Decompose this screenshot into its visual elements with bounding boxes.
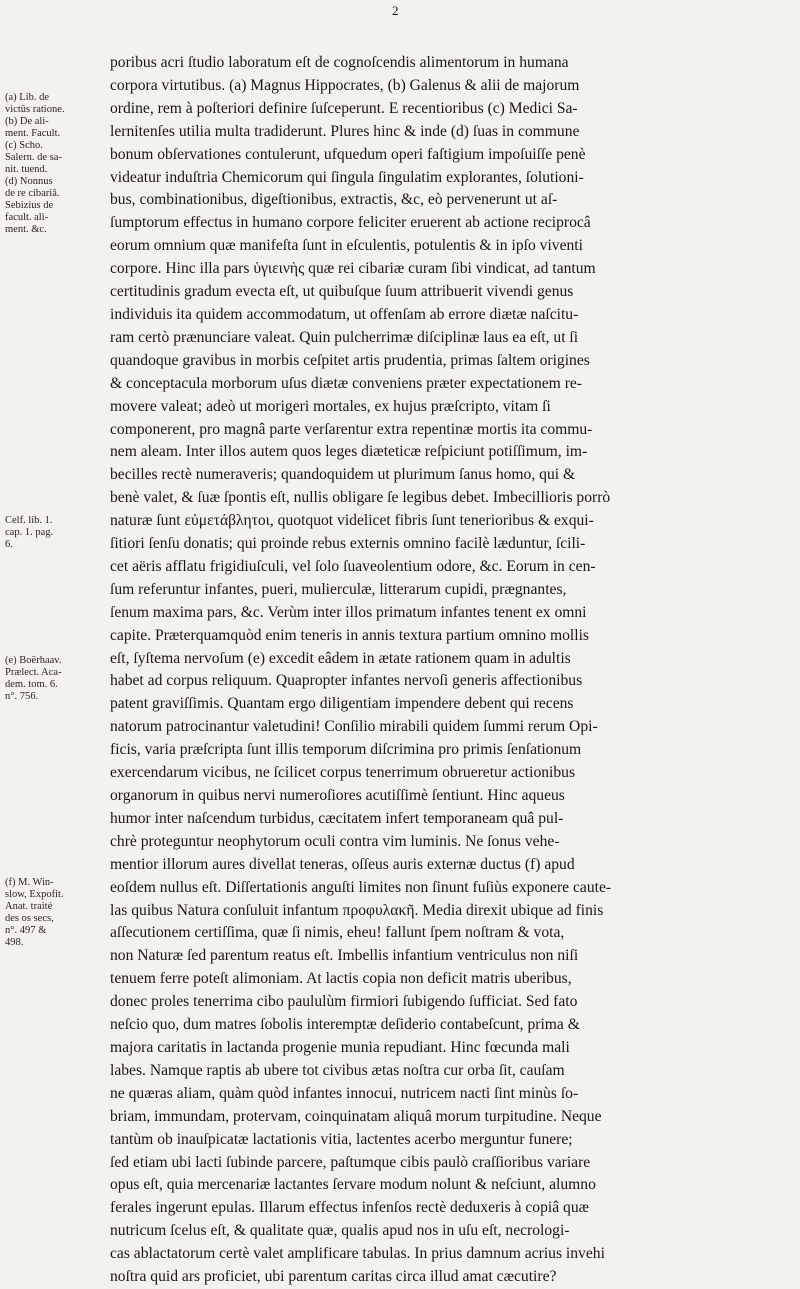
margin-note-line: (f) M. Win-: [5, 877, 54, 888]
text-line: tantùm ob inauſpicatæ lactationis vitia, lactentes acerbo merguntur funere;: [110, 1130, 573, 1148]
margin-note-line: de re cibariâ.: [5, 188, 60, 199]
margin-note-line: des os secs,: [5, 913, 54, 924]
text-line: eſt, ſyſtema nervoſum (e) excedit eâdem in ætate rationem quam in adultis: [110, 649, 571, 667]
margin-note-line: nit. tuend.: [5, 164, 48, 175]
margin-note-line: n°. 756.: [5, 691, 39, 702]
text-line: movere valeat; adeò ut morigeri mortales, ex hujus præſcripto, vitam ſi: [110, 397, 551, 415]
margin-note-line: Anat. traité: [5, 901, 53, 912]
text-line: ſed etiam ubi lacti ſubinde parcere, paſtumque cibis paulò craſſioribus variare: [110, 1153, 591, 1171]
text-line: ſumptorum effectus in humano corpore feliciter eruerent ab actione reciprocâ: [110, 214, 591, 232]
text-line: poribus acri ſtudio laboratum eſt de cognoſcendis alimentorum in humana: [110, 54, 569, 71]
text-line: corpore. Hinc illa pars ὑγιεινὴς quæ rei cibariæ curam ſibi vindicat, ad tantum: [110, 260, 596, 278]
text-line: donec proles tenerrima cibo paululùm firmiori ſubigendo ſufficiat. Sed fato: [110, 993, 578, 1011]
text-line: chrè proteguntur neophytorum oculi contra vim luminis. Ne ſonus vehe-: [110, 832, 560, 850]
text-line: naturæ ſunt εὐμετάβλητοι, quotquot videlicet fibris ſunt tenerioribus & exqui-: [110, 512, 594, 530]
text-line: exercendarum vicibus, ne ſcilicet corpus tenerrimum obrueretur actionibus: [110, 764, 576, 782]
text-line: las quibus Natura conſuluit infantum πρoφυλακῆ. Media direxit ubique ad finis: [110, 901, 604, 919]
margin-note-line: ment. Facult.: [5, 128, 61, 139]
text-line: corpora virtutibus. (a) Magnus Hippocrates, (b) Galenus & alii de majorum: [110, 76, 580, 94]
page-signature-mark: 2: [392, 3, 399, 18]
text-line: individuis ita quidem accommodatum, ut offenſam ab errore diætæ naſcitu-: [110, 305, 579, 323]
text-line: labes. Namque raptis ab ubere tot civibus ætas noſtra cur orba ſit, cauſam: [110, 1061, 565, 1079]
margin-note-boerhaave: [5, 655, 95, 703]
text-line: ſenum maxima pars, &c. Verùm inter illos primatum infantes tenent ex omni: [110, 603, 587, 621]
margin-note-celsus: [5, 515, 95, 551]
text-line: ſitiori ſenſu donatis; qui proinde rebus externis omnino facilè læduntur, ſcili-: [110, 535, 586, 553]
margin-note-line: (b) De ali-: [5, 116, 49, 127]
text-line: nutricum ſcelus eſt, & qualitate quæ, qualis apud nos in uſu eſt, necrologi-: [110, 1222, 570, 1240]
text-line: aſſecutionem certiſſima, quæ ſi nimis, eheu! fallunt ſpem noſtram & vota,: [110, 924, 565, 942]
margin-note-line: Salern. de sa-: [5, 152, 62, 163]
margin-note-line: (a) Lib. de: [5, 92, 50, 103]
margin-note-line: 6.: [5, 539, 13, 550]
margin-note-line: (d) Nonnus: [5, 176, 53, 187]
text-line: ram certò prænunciare valeat. Quin pulcherrimæ diſciplinæ laus ea eſt, ut ſi: [110, 328, 579, 346]
text-line: ne quæras aliam, quàm quòd infantes innocui, nutricem nacti ſint minùs ſo-: [110, 1084, 579, 1102]
text-line: certitudinis gradum evecta eſt, ut quibuſque ſuum attribuerit vivendi genus: [110, 283, 574, 301]
text-line: opus eſt, quia mercenariæ lactantes ſervare modum nolunt & neſciunt, alumno: [110, 1176, 596, 1194]
text-line: ordine, rem à poſteriori definire ſuſceperunt. E recentioribus (c) Medici Sa-: [110, 99, 578, 117]
text-line: eoſdem nullus eſt. Diſſertationis anguſti limites non ſinunt fuſiùs exponere caute-: [110, 878, 612, 896]
margin-note-line: dem. tom. 6.: [5, 679, 58, 690]
margin-note-line: victûs ratione.: [5, 104, 65, 115]
margin-note-a: [5, 92, 95, 236]
text-line: componerent, pro magnâ parte verſarentur extra repentinæ mortis ita commu-: [110, 420, 593, 438]
body-text: [110, 52, 790, 1289]
text-line: videatur induſtria Chemicorum qui ſingula ſingulatim explorantes, ſolutioni-: [110, 168, 584, 186]
text-line: benè valet, & ſuæ ſpontis eſt, nullis obligare ſe legibus debet. Imbecillioris porrò: [110, 489, 611, 507]
text-line: organorum in quibus nervi numeroſiores acutiſſimè ſentiunt. Hinc aqueus: [110, 787, 565, 804]
margin-note-winslow: [5, 877, 95, 949]
margin-note-line: 498.: [5, 937, 24, 948]
margin-note-line: ment. &c.: [5, 224, 47, 235]
text-line: patent graviſſimis. Quantam ergo diligentiam impendere debent qui recens: [110, 695, 574, 713]
text-line: bonum obſervationes contulerunt, ufquedum operi faſtigium impoſuiſſe penè: [110, 145, 586, 163]
margin-note-line: n°. 497 &: [5, 925, 47, 936]
text-line: bus, combinationibus, digeſtionibus, extractis, &c, eò pervenerunt ut aſ-: [110, 191, 558, 209]
text-line: tenuem ferre poteſt alimoniam. At lactis copia non deficit matris uberibus,: [110, 970, 572, 988]
margin-note-line: Celf. lib. 1.: [5, 515, 53, 526]
text-line: ficis, varia præſcripta ſunt illis temporum diſcrimina pro primis ſenſationum: [110, 741, 582, 759]
margin-note-line: Sebizius de: [5, 200, 54, 211]
margin-note-line: Prælect. Aca-: [5, 667, 62, 678]
text-line: natorum patrocinantur valetudini! Conſilio mirabili quidem ſummi rerum Opi-: [110, 718, 598, 736]
text-line: mentior illorum aures divellat teneras, oſſeus auris externæ ductus (f) apud: [110, 855, 575, 873]
text-line: ſum referuntur infantes, pueri, mulierculæ, litterarum cupidi, prægnantes,: [110, 580, 567, 598]
margin-note-line: (c) Scho.: [5, 140, 43, 151]
text-line: becilles rectè numeraveris; quandoquidem ut plurimum ſanus homo, qui &: [110, 466, 576, 484]
text-line: majora caritatis in lactanda progenie munia repudiant. Hinc fœcunda mali: [110, 1038, 570, 1056]
text-line: habet ad corpus reliquum. Quapropter infantes nervoſi generis affectionibus: [110, 672, 583, 690]
text-line: neſcio quo, dum matres ſobolis interemptæ deſiderio contabeſcunt, prima &: [110, 1016, 580, 1034]
text-line: non Naturæ ſed parentum reatus eſt. Imbellis infantium ventriculus non niſi: [110, 947, 579, 965]
margin-note-line: slow, Expofit.: [5, 889, 64, 900]
text-line: ferales ingerunt epulas. Illarum effectus infenſos rectè deduxeris à copiâ quæ: [110, 1199, 590, 1217]
text-line: nem aleam. Inter illos autem quos leges diæteticæ reſpiciunt potiſſimum, im-: [110, 443, 588, 461]
margin-note-line: (e) Boërhaav.: [5, 655, 62, 666]
margin-note-line: cap. 1. pag.: [5, 527, 54, 538]
text-line: cet aëris afflatu frigidiuſculi, vel ſolo ſuaveolentium odore, &c. Eorum in cen-: [110, 557, 596, 575]
text-line: humor inter naſcendum turbidus, cæcitatem infert temporaneam quâ pul-: [110, 809, 564, 827]
text-line: eorum omnium quæ manifeſta ſunt in eſculentis, potulentis & in ipſo viventi: [110, 237, 583, 255]
text-line: & conceptacula morborum uſus diætæ conveniens præter expectationem re-: [110, 374, 583, 392]
text-line: noſtra quid ars proficiet, ubi parentum caritas circa illud amat cæcutire?: [110, 1268, 557, 1286]
text-line: quandoque gravibus in morbis ceſpitet artis prudentia, primas ſaltem origines: [110, 351, 590, 369]
text-line: briam, immundam, protervam, coinquinatam aliquâ morum turpitudine. Neque: [110, 1107, 602, 1125]
text-line: lernitenſes utilia multa tradiderunt. Plures hinc & inde (d) ſuas in commune: [110, 122, 580, 140]
text-line: capite. Præterquamquòd enim teneris in annis textura partium omnino mollis: [110, 626, 589, 644]
text-line: cas ablactatorum certè valet amplificare tabulas. In prius damnum acrius invehi: [110, 1245, 605, 1263]
margin-note-line: facult. ali-: [5, 212, 49, 223]
